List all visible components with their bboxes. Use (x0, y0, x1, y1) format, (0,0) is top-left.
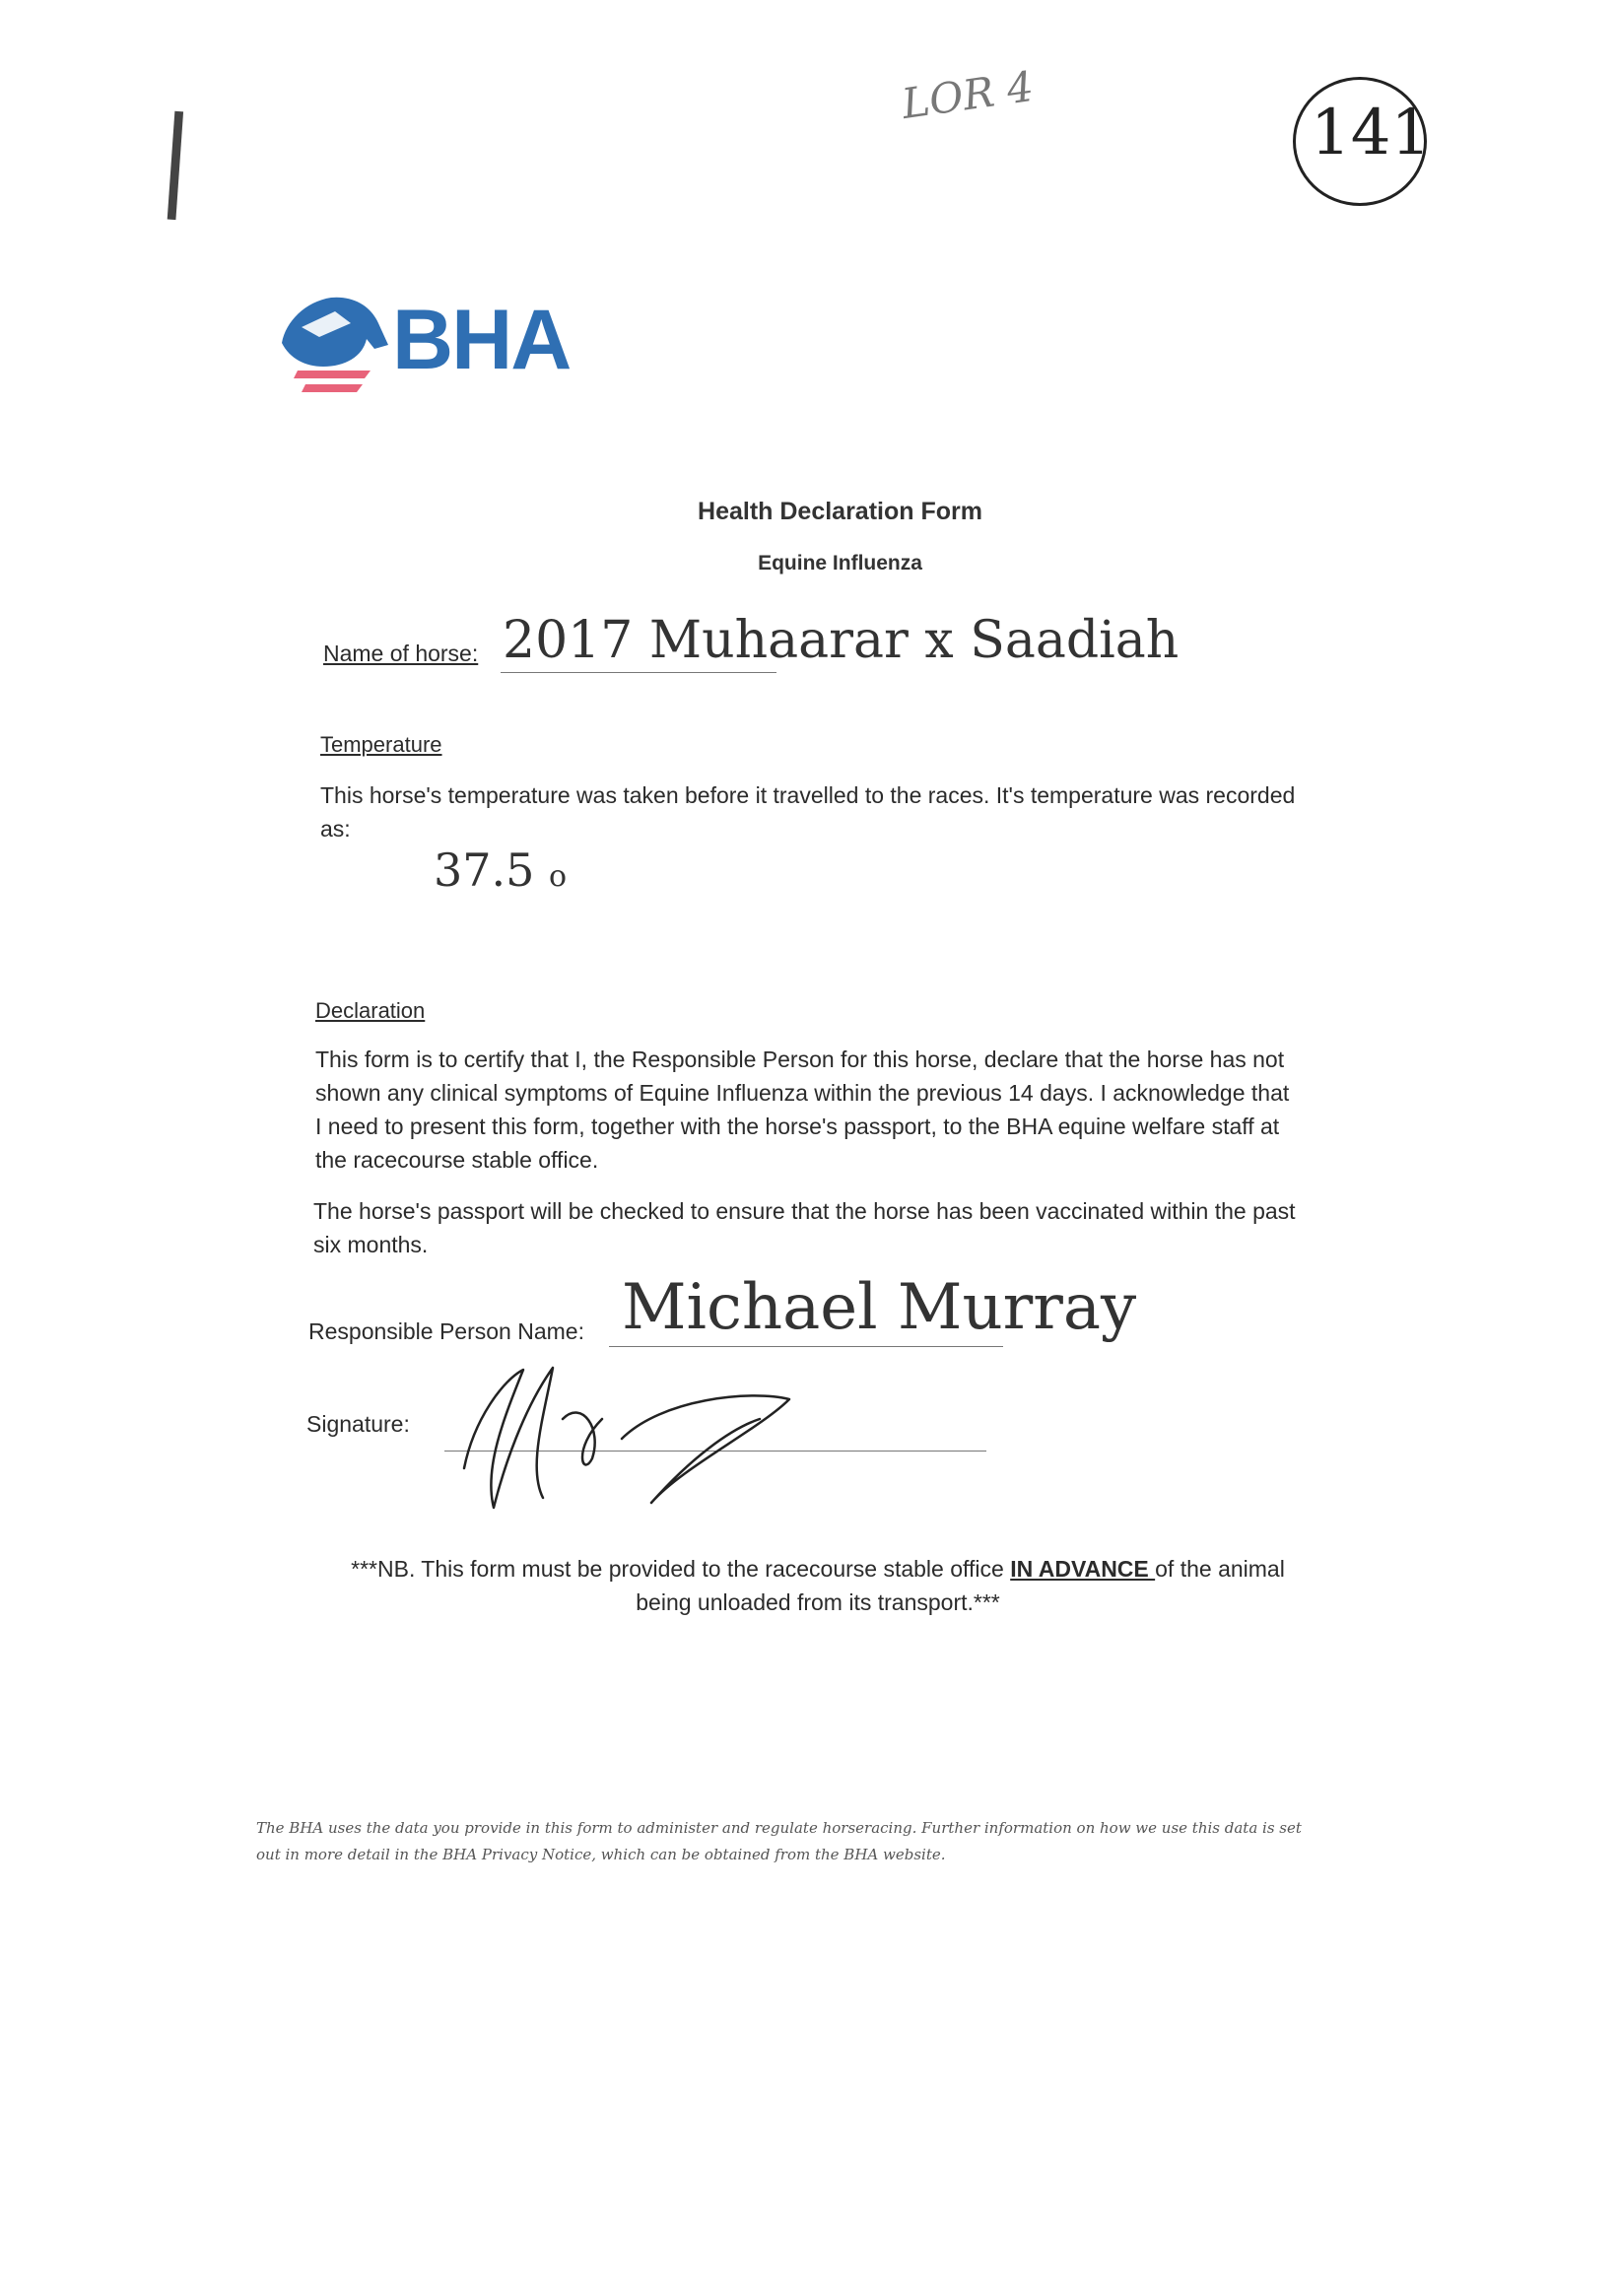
form-subtitle: Equine Influenza (758, 552, 922, 574)
horse-name-row (323, 611, 1240, 690)
nb-suffix: of the animal being unloaded from its transport.*** (636, 1556, 1285, 1615)
responsible-person-value: Michael Murray (622, 1271, 1137, 1344)
nb-prefix: ***NB. This form must be provided to the racecourse stable office (351, 1556, 1011, 1582)
form-title: Health Declaration Form (698, 498, 982, 525)
horse-name-line (501, 672, 776, 673)
temperature-heading: Temperature (320, 732, 442, 757)
horse-head-icon (276, 288, 394, 406)
margin-mark: | (153, 92, 199, 222)
bha-logo (276, 288, 591, 406)
temperature-degree: o (549, 859, 568, 894)
signature-label: Signature: (306, 1411, 410, 1437)
declaration-heading: Declaration (315, 998, 426, 1023)
declaration-paragraph-1: This form is to certify that I, the Responsible Person for this horse, declare that the horse has not shown any clinical symptoms of Equine Influenza within the previous 14 days. I acknowledge that I need to present this form, together with the horse's passport, to the BHA equine welfare staff at the racecourse stable office. (315, 1047, 1290, 1173)
page-number: 141 (1311, 97, 1432, 169)
handwritten-note: LOR 4 (899, 61, 1037, 129)
responsible-person-line (609, 1346, 1003, 1347)
horse-name-label: Name of horse: (323, 641, 479, 666)
horse-name-value: 2017 Muhaarar x Saadiah (503, 611, 1180, 670)
temperature-value (434, 844, 567, 897)
signature-row (306, 1360, 1095, 1518)
temperature-number: 37.5 (434, 844, 535, 897)
nb-emphasis: IN ADVANCE (1010, 1556, 1156, 1582)
temperature-text: This horse's temperature was taken before it travelled to the races. It's temperature was recorded as: (320, 782, 1296, 842)
responsible-person-label: Responsible Person Name: (308, 1318, 584, 1344)
bha-logo-text: BHA (392, 293, 571, 387)
nb-notice (325, 1552, 1311, 1619)
declaration-paragraph-2: The horse's passport will be checked to ensure that the horse has been vaccinated within the past six months. (313, 1198, 1296, 1257)
privacy-footer: The BHA uses the data you provide in this form to administer and regulate horseracing. Further information on how we use this data is set out in more detail in the BHA Privacy Notice, which can be obtained from the BHA website. (256, 1819, 1302, 1863)
signature-drawing (435, 1360, 1026, 1518)
